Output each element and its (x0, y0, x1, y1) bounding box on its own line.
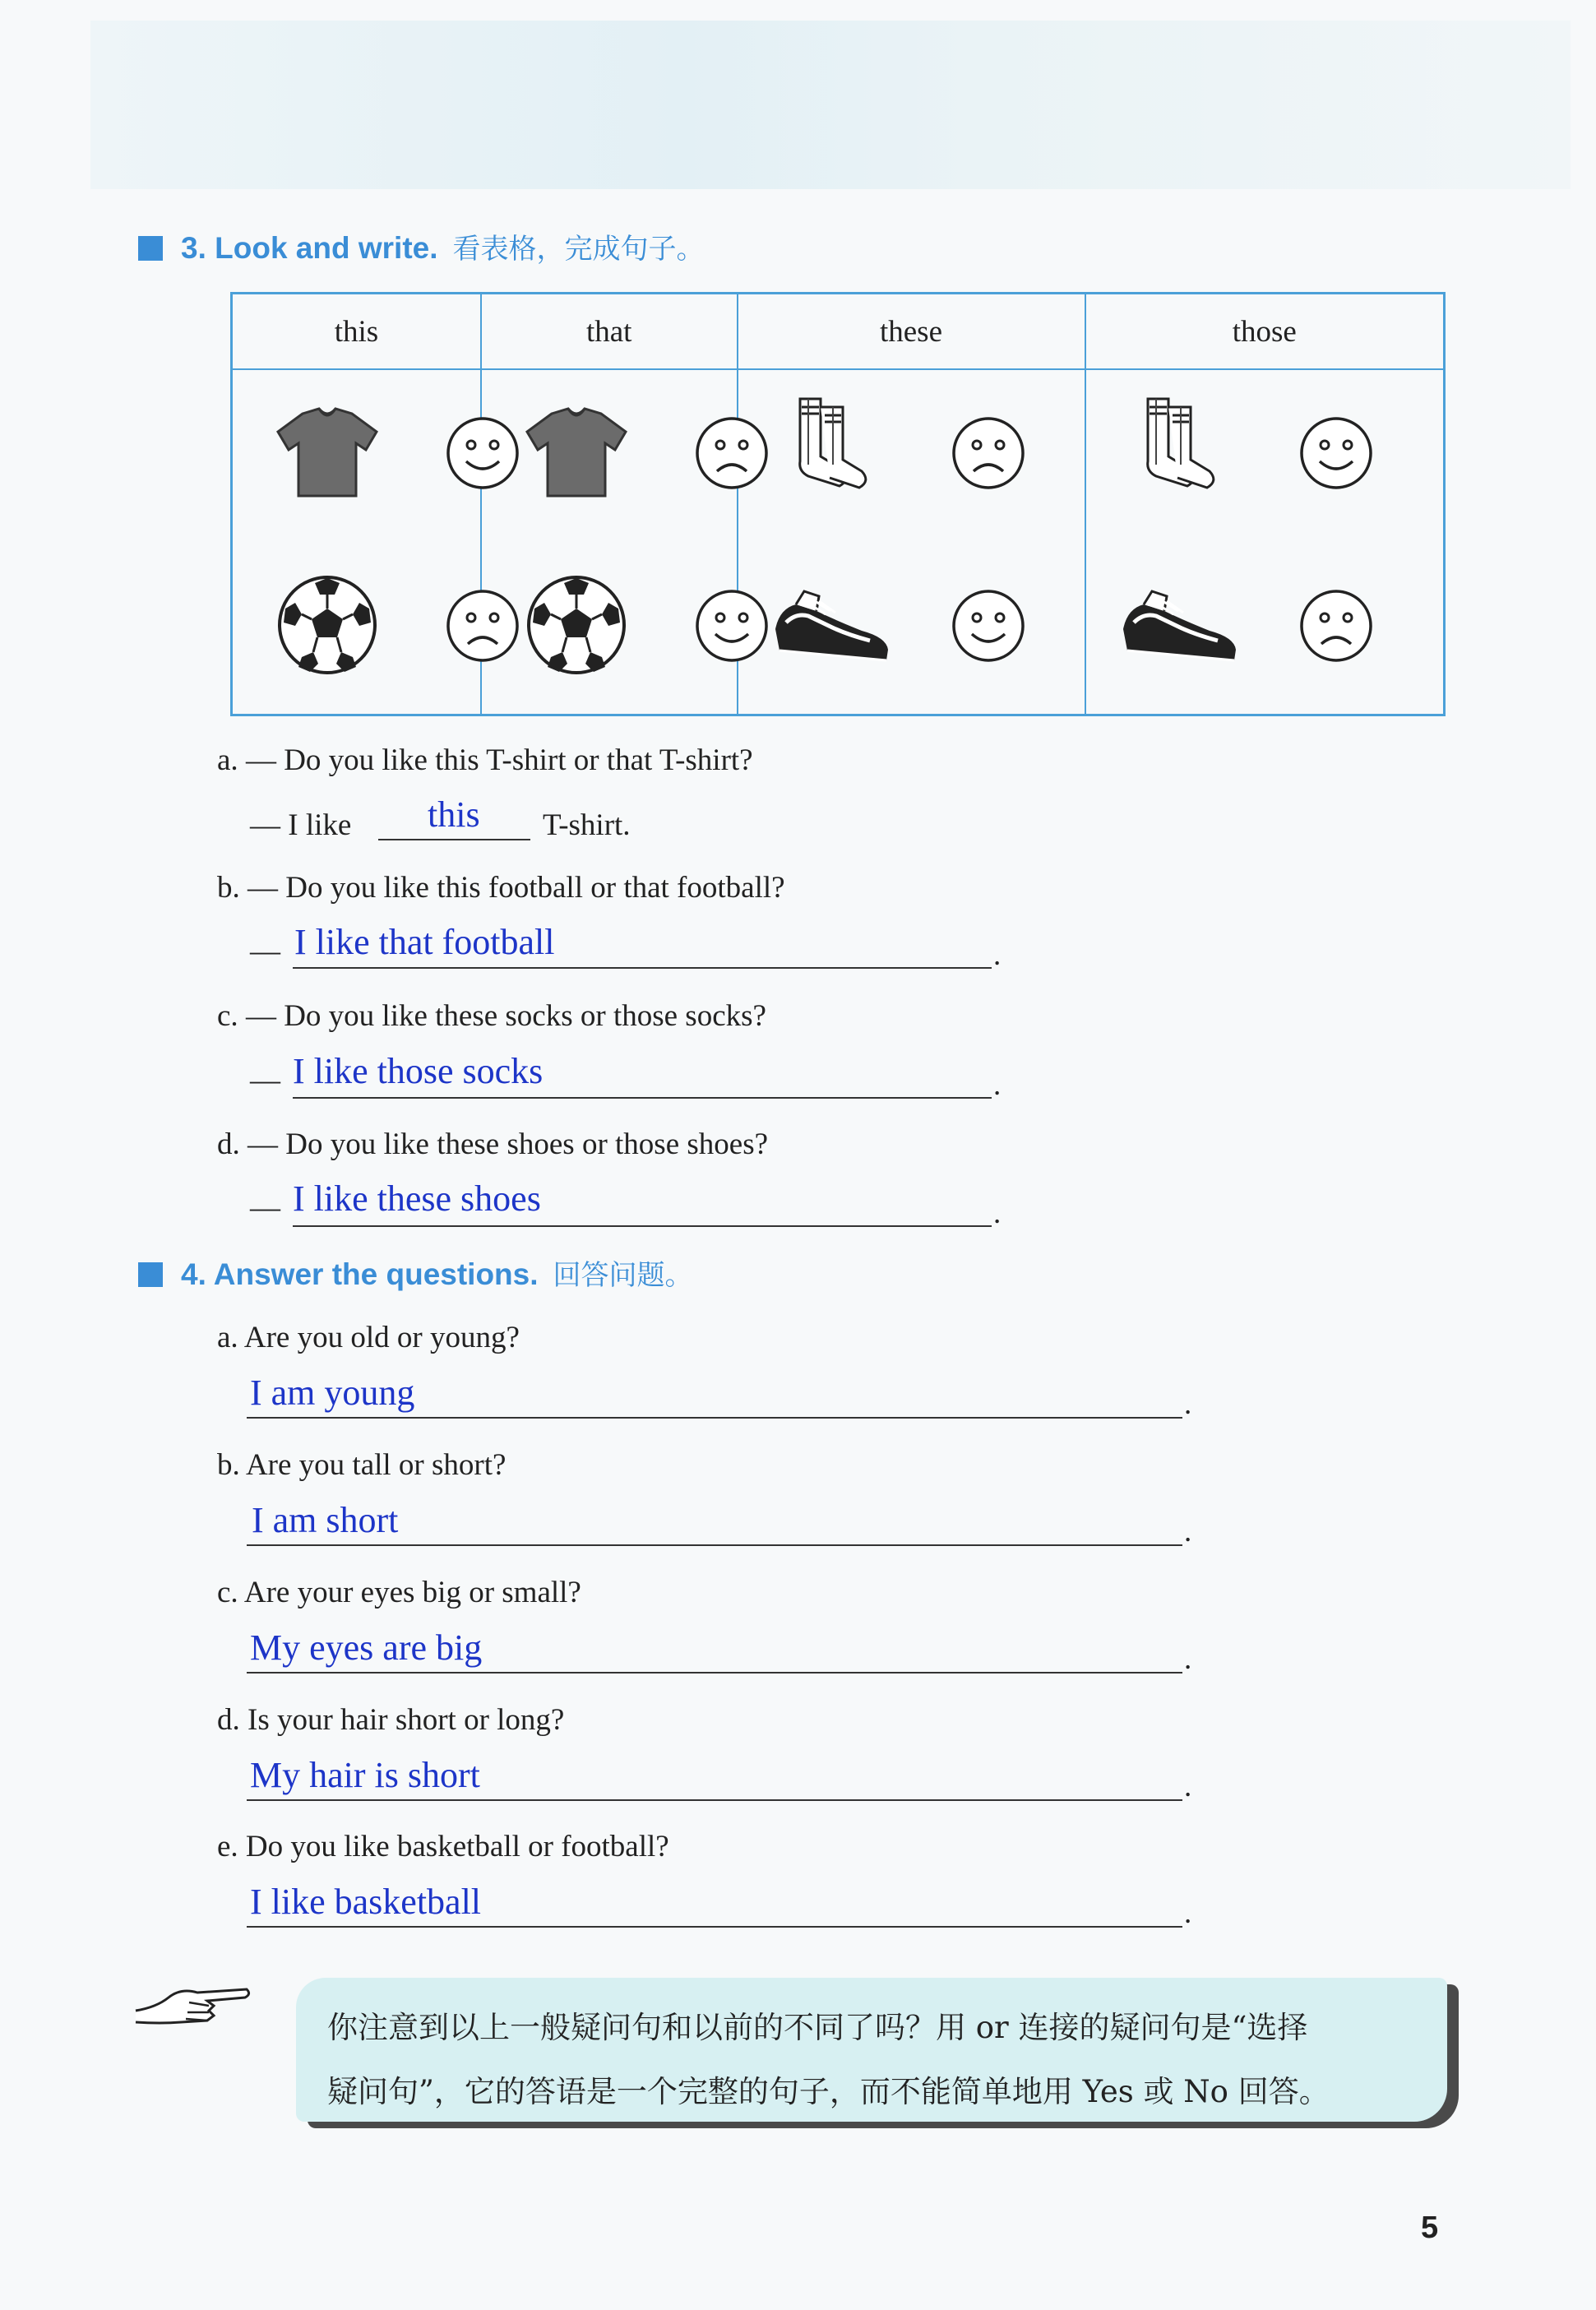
q4d-answer[interactable]: My hair is short (250, 1755, 480, 1795)
q4b-answer[interactable]: I am short (252, 1500, 399, 1540)
q3d-period: . (993, 1197, 1002, 1230)
frown-face-icon (1298, 588, 1374, 664)
section-title-cn: 回答问题。 (553, 1259, 693, 1292)
header-those: those (1085, 294, 1445, 370)
q4e-period: . (1184, 1896, 1192, 1930)
column-that (482, 370, 737, 714)
q3c-question: c. — Do you like these socks or those socks? (217, 999, 766, 1033)
q3c-dash: — (250, 1063, 280, 1097)
tshirt-icon (523, 399, 630, 506)
q3a-pre: — I like (250, 808, 352, 842)
tip-note-box (296, 1978, 1447, 2122)
page-number: 5 (1421, 2210, 1439, 2245)
header-band (90, 21, 1571, 189)
q4a-period: . (1184, 1387, 1192, 1421)
q3a-question: a. — Do you like this T-shirt or that T-shirt? (217, 743, 753, 777)
q3b-answer[interactable]: I like that football (294, 922, 555, 962)
q4a-answer[interactable]: I am young (250, 1373, 415, 1413)
q4d-question: d. Is your hair short or long? (217, 1703, 565, 1737)
q3a-blank-line (378, 839, 530, 840)
q3d-answer-line (293, 1225, 992, 1227)
q4b-question: b. Are you tall or short? (217, 1448, 507, 1482)
shoes-icon (1119, 572, 1242, 678)
column-this (233, 370, 480, 714)
q3b-answer-line (293, 967, 992, 969)
q3c-answer-line (293, 1097, 992, 1099)
q3b-dash: — (250, 934, 280, 968)
q4b-answer-line (247, 1544, 1182, 1546)
q4e-question: e. Do you like basketball or football? (217, 1830, 669, 1863)
q4a-question: a. Are you old or young? (217, 1321, 520, 1354)
q3d-answer[interactable]: I like these shoes (293, 1178, 541, 1219)
column-these (738, 370, 1085, 714)
smile-face-icon (951, 588, 1026, 664)
q3d-dash: — (250, 1191, 280, 1224)
q4c-question: c. Are your eyes big or small? (217, 1576, 581, 1609)
q3c-period: . (993, 1068, 1002, 1102)
socks-icon (775, 391, 882, 498)
tip-line-1: 你注意到以上一般疑问句和以前的不同了吗？用 or 连接的疑问句是“选择 (327, 2010, 1308, 2045)
pronoun-table (230, 292, 1446, 716)
section-title: Answer the questions. (213, 1257, 539, 1291)
section-3-heading (138, 226, 705, 266)
header-this: this (232, 294, 481, 370)
q3a-post: T-shirt. (543, 808, 631, 842)
q4a-answer-line (247, 1417, 1182, 1419)
q3c-answer[interactable]: I like those socks (293, 1051, 544, 1091)
q4d-answer-line (247, 1799, 1182, 1801)
q4e-answer-line (247, 1926, 1182, 1928)
q4c-period: . (1184, 1642, 1192, 1676)
section-title: Look and write. (215, 231, 438, 265)
section-square-icon (138, 236, 163, 261)
section-square-icon (138, 1262, 163, 1287)
section-4-heading (138, 1252, 693, 1293)
section-number: 3. (181, 231, 206, 265)
smile-face-icon (1298, 415, 1374, 491)
q3a-answer[interactable]: this (428, 794, 480, 835)
q3b-question: b. — Do you like this football or that football? (217, 871, 785, 905)
q4e-answer[interactable]: I like basketball (250, 1882, 482, 1922)
q3b-period: . (993, 938, 1002, 972)
tshirt-icon (274, 399, 381, 506)
football-icon (523, 572, 630, 678)
header-these: these (738, 294, 1085, 370)
q4b-period: . (1184, 1515, 1192, 1548)
pointing-hand-icon (132, 1978, 251, 2035)
tip-line-2: 疑问句”，它的答语是一个完整的句子，而不能简单地用 Yes 或 No 回答。 (327, 2074, 1330, 2109)
column-those (1086, 370, 1444, 714)
frown-face-icon (951, 415, 1026, 491)
section-title-cn: 看表格，完成句子。 (452, 233, 705, 266)
shoes-icon (771, 572, 895, 678)
q4d-period: . (1184, 1770, 1192, 1803)
q4c-answer-line (247, 1672, 1182, 1673)
header-that: that (481, 294, 738, 370)
football-icon (274, 572, 381, 678)
section-number: 4. (181, 1257, 206, 1291)
q4c-answer[interactable]: My eyes are big (250, 1627, 483, 1668)
q3d-question: d. — Do you like these shoes or those shoes? (217, 1127, 769, 1161)
socks-icon (1123, 391, 1230, 498)
